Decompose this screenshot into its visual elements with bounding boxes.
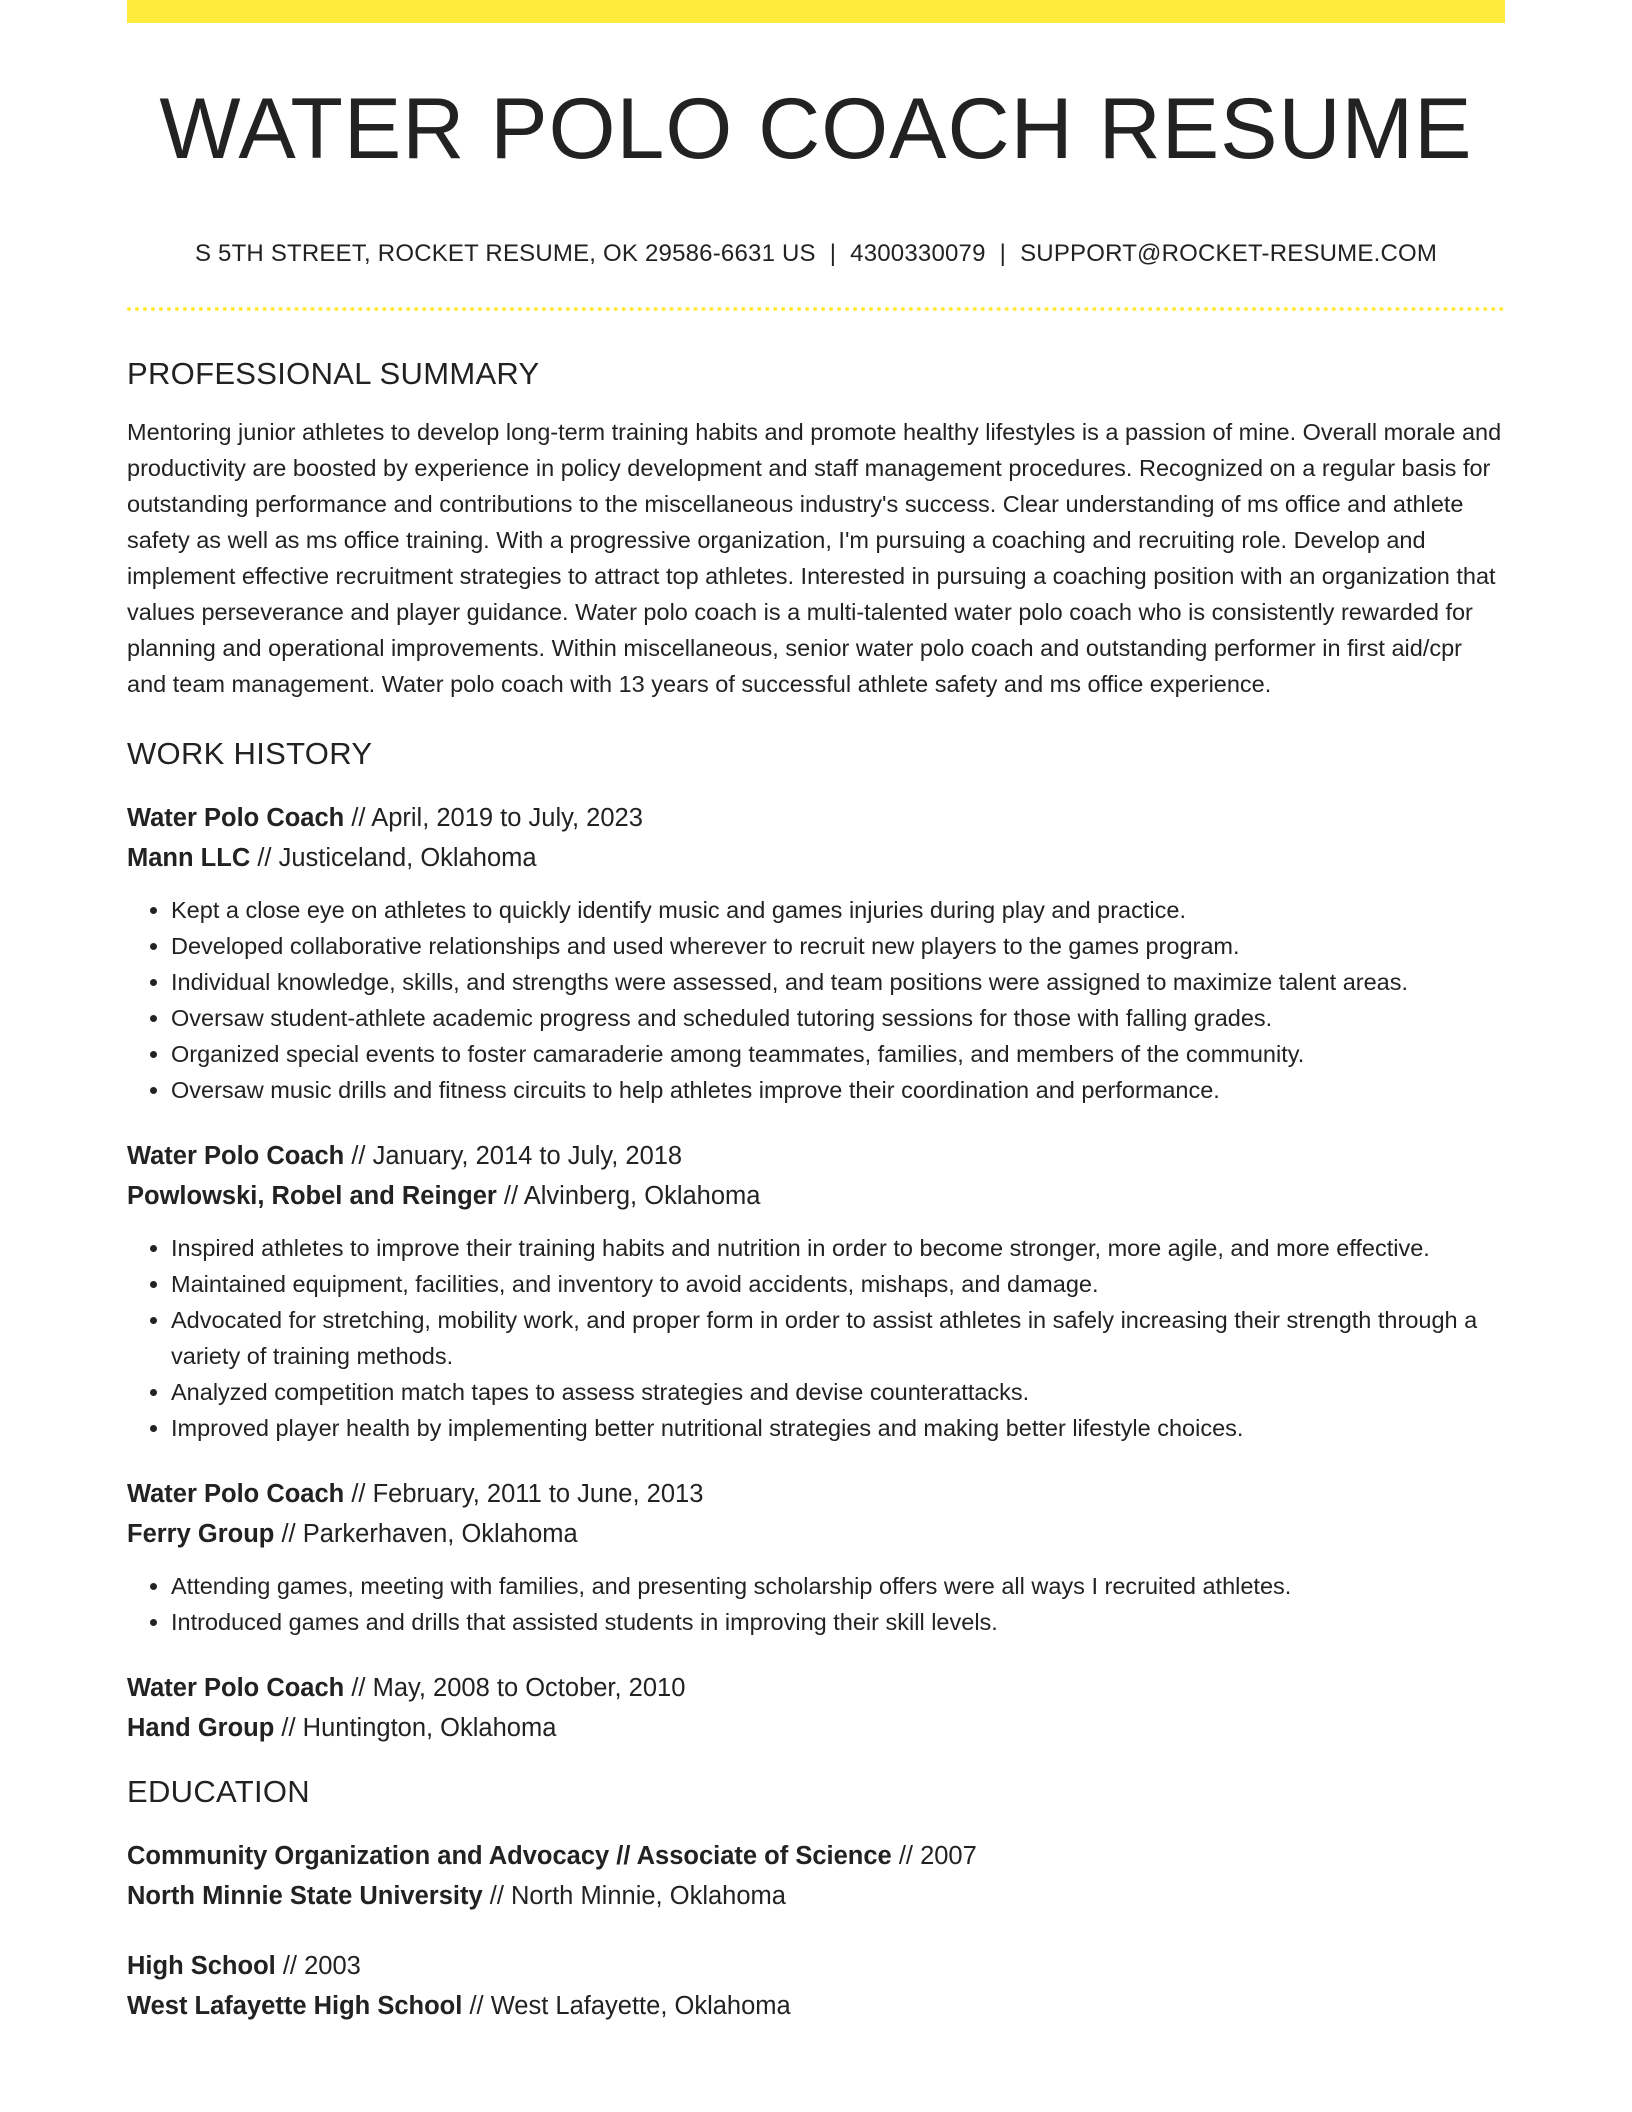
job-dates: // April, 2019 to July, 2023	[351, 804, 643, 832]
education-degree: Community Organization and Advocacy // Associate of Science	[127, 1842, 892, 1870]
job-company-line	[127, 1176, 1505, 1216]
jobs-list	[127, 798, 1505, 1748]
work-history-heading: WORK HISTORY	[127, 736, 373, 771]
summary-heading: PROFESSIONAL SUMMARY	[127, 356, 540, 391]
job-company-line	[127, 1514, 1505, 1554]
job-bullet: • Oversaw student-athlete academic progress and scheduled tutoring sessions for those with falling grades.	[171, 1000, 1505, 1036]
job-location: // Huntington, Oklahoma	[281, 1714, 557, 1742]
education-degree-line	[127, 1836, 1505, 1876]
job-title-line	[127, 1474, 1505, 1514]
job-company-line	[127, 1708, 1505, 1748]
education-heading: EDUCATION	[127, 1774, 310, 1809]
job-title: Water Polo Coach	[127, 1480, 345, 1508]
dotted-divider	[127, 307, 1505, 311]
education-school-line	[127, 1876, 1505, 1916]
job-company: Hand Group	[127, 1714, 275, 1742]
job-company: Mann LLC	[127, 844, 251, 872]
contact-phone: 4300330079	[850, 240, 986, 267]
job-location: // Parkerhaven, Oklahoma	[281, 1520, 578, 1548]
job-title-line	[127, 1668, 1505, 1708]
job-bullet: • Developed collaborative relationships and used wherever to recruit new players to the games program.	[171, 928, 1505, 964]
job-dates: // May, 2008 to October, 2010	[351, 1674, 686, 1702]
education-degree: High School	[127, 1952, 276, 1980]
job-dates: // February, 2011 to June, 2013	[351, 1480, 704, 1508]
job-bullet: • Attending games, meeting with families, and presenting scholarship offers were all ways I recruited athletes.	[171, 1568, 1505, 1604]
contact-address: S 5TH STREET, ROCKET RESUME, OK 29586-6631 US	[194, 240, 816, 267]
contact-line	[127, 240, 1505, 268]
job-dates: // January, 2014 to July, 2018	[351, 1142, 683, 1170]
job-bullet: • Individual knowledge, skills, and strengths were assessed, and team positions were assigned to maximize talent areas.	[171, 964, 1505, 1000]
job-entry	[127, 798, 1505, 1108]
education-year: // 2003	[282, 1952, 361, 1980]
job-title: Water Polo Coach	[127, 804, 345, 832]
job-bullet: • Oversaw music drills and fitness circuits to help athletes improve their coordination and performance.	[171, 1072, 1505, 1108]
contact-separator: |	[829, 240, 837, 267]
education-school: West Lafayette High School	[127, 1992, 463, 2020]
job-bullets	[127, 892, 1505, 1108]
job-bullets	[127, 1230, 1505, 1446]
job-bullet: • Improved player health by implementing better nutritional strategies and making better lifestyle choices.	[171, 1410, 1505, 1446]
job-bullet: • Maintained equipment, facilities, and inventory to avoid accidents, mishaps, and damage.	[171, 1266, 1505, 1302]
summary-text: Mentoring junior athletes to develop long-term training habits and promote healthy lifestyles is a passion of mine. Overall morale and productivity are boosted by experience in policy development and staff management procedures. Recognized on a regular basis for outstanding performance and contributions to the miscellaneous industry's success. Clear understanding of ms office and athlete safety as well as ms office training. With a progressive organization, I'm pursuing a coaching and recruiting role. Develop and implement effective recruitment strategies to attract top athletes. Interested in pursuing a coaching position with an organization that values perseverance and player guidance. Water polo coach is a multi-talented water polo coach who is consistently rewarded for planning and operational improvements. Within miscellaneous, senior water polo coach and outstanding performer in first aid/cpr and team management. Water polo coach with 13 years of successful athlete safety and ms office experience.	[127, 419, 1502, 697]
job-company: Powlowski, Robel and Reinger	[127, 1182, 497, 1210]
job-bullet: • Advocated for stretching, mobility work, and proper form in order to assist athletes in safely increasing their strength through a variety of training methods.	[171, 1302, 1505, 1374]
job-location: // Alvinberg, Oklahoma	[503, 1182, 761, 1210]
job-bullet: • Introduced games and drills that assisted students in improving their skill levels.	[171, 1604, 1505, 1640]
job-bullet: • Analyzed competition match tapes to assess strategies and devise counterattacks.	[171, 1374, 1505, 1410]
education-location: // West Lafayette, Oklahoma	[469, 1992, 791, 2020]
job-bullet: • Kept a close eye on athletes to quickly identify music and games injuries during play and practice.	[171, 892, 1505, 928]
job-bullet: • Inspired athletes to improve their training habits and nutrition in order to become stronger, more agile, and more effective.	[171, 1230, 1505, 1266]
top-accent-bar	[127, 0, 1505, 23]
education-entry	[127, 1836, 1505, 1916]
job-title-line	[127, 798, 1505, 838]
job-entry	[127, 1474, 1505, 1640]
job-entry	[127, 1668, 1505, 1748]
resume-content	[127, 356, 1505, 2026]
education-entry	[127, 1946, 1505, 2026]
job-company-line	[127, 838, 1505, 878]
education-school-line	[127, 1986, 1505, 2026]
job-company: Ferry Group	[127, 1520, 275, 1548]
education-year: // 2007	[898, 1842, 977, 1870]
education-location: // North Minnie, Oklahoma	[489, 1882, 786, 1910]
job-location: // Justiceland, Oklahoma	[257, 844, 537, 872]
contact-separator: |	[999, 240, 1007, 267]
education-list	[127, 1836, 1505, 2026]
job-title: Water Polo Coach	[127, 1674, 345, 1702]
education-school: North Minnie State University	[127, 1882, 483, 1910]
job-title-line	[127, 1136, 1505, 1176]
job-bullet: • Organized special events to foster camaraderie among teammates, families, and members of the community.	[171, 1036, 1505, 1072]
job-bullets	[127, 1568, 1505, 1640]
job-title: Water Polo Coach	[127, 1142, 345, 1170]
contact-email: SUPPORT@ROCKET-RESUME.COM	[1020, 240, 1438, 267]
job-entry	[127, 1136, 1505, 1446]
education-degree-line	[127, 1946, 1505, 1986]
resume-title: WATER POLO COACH RESUME	[159, 81, 1473, 177]
